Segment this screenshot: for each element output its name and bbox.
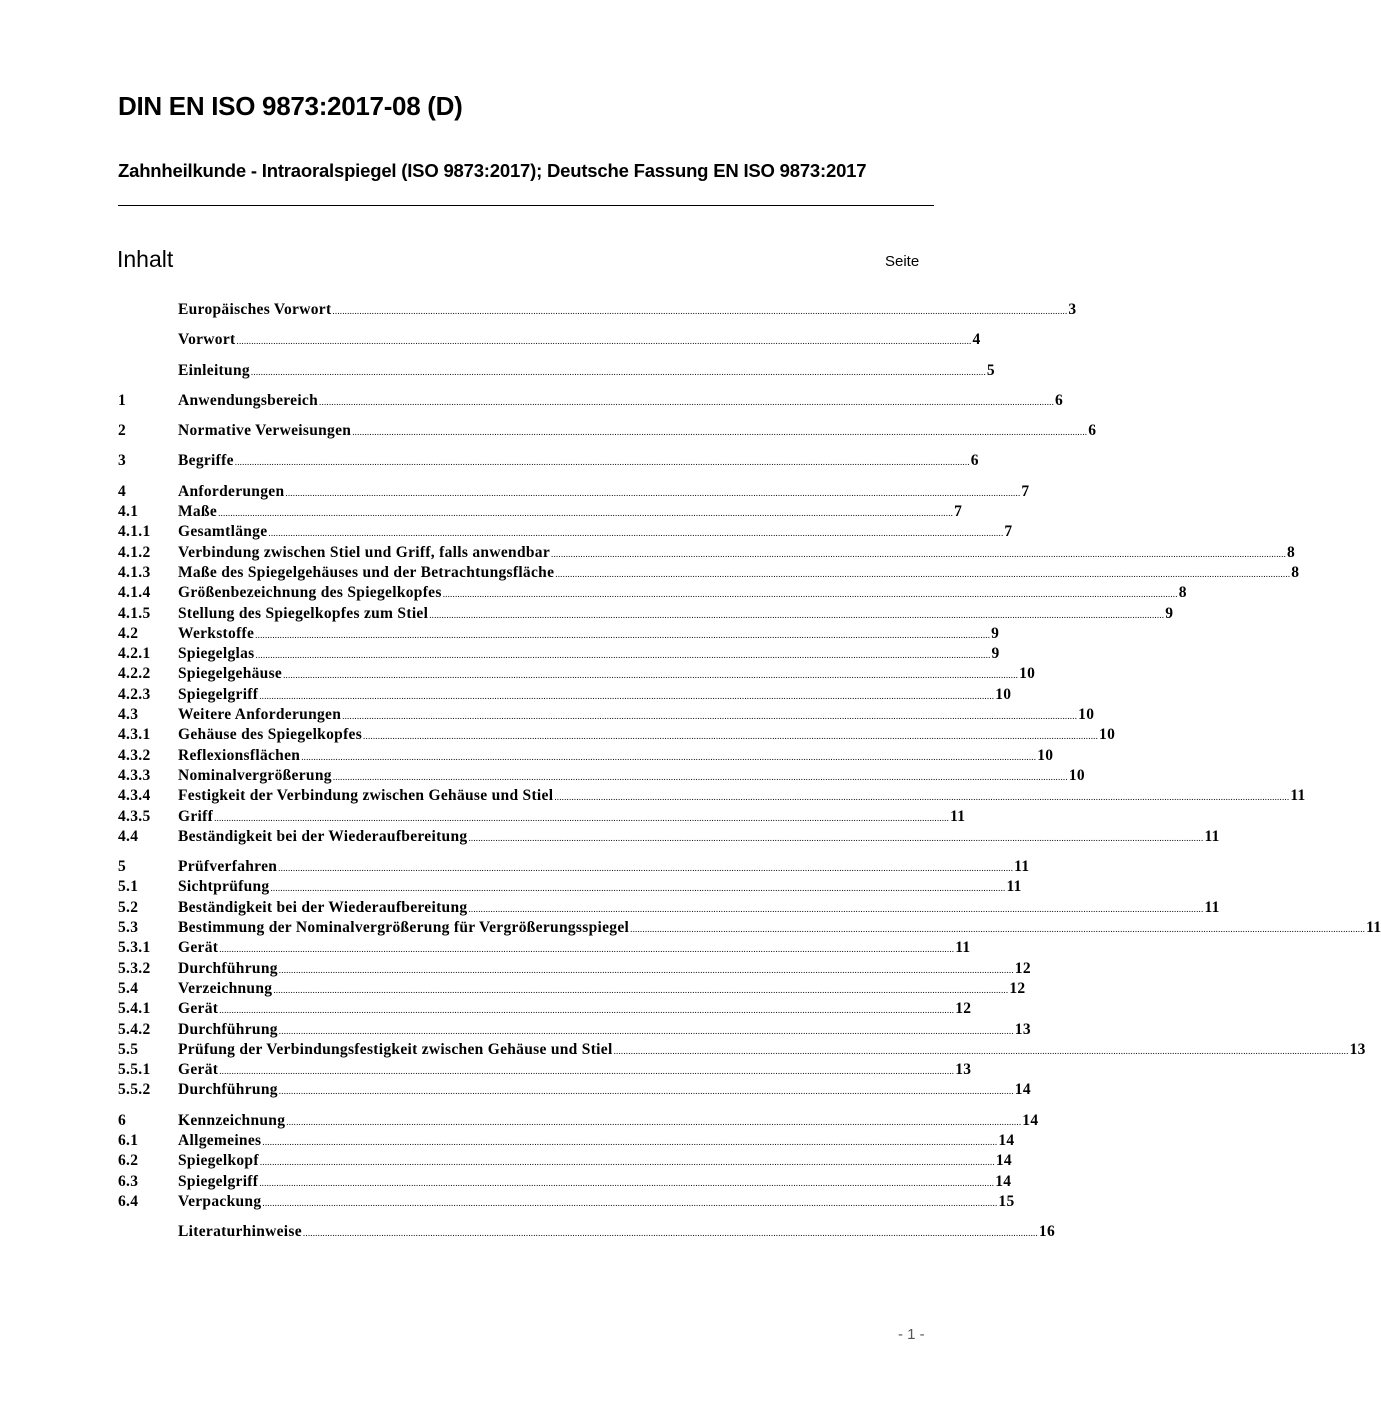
toc-entry[interactable]: [118, 979, 1026, 999]
toc-dot-leader: ............................................................................................................................................................................................................................................................................................................: [319, 396, 1055, 407]
toc-entry-number: 4.1.2: [118, 543, 151, 561]
toc-entry-number: 4.2: [118, 624, 139, 642]
toc-entry-page: 12: [1014, 959, 1031, 977]
toc-entry-page: 6: [1055, 391, 1064, 409]
toc-entry[interactable]: [118, 1020, 1031, 1040]
toc-entry[interactable]: [118, 1222, 1056, 1242]
toc-entry-number: 4.3.2: [118, 746, 151, 764]
toc-dot-leader: ............................................................................................................................................................................................................................................................................................................: [255, 629, 991, 640]
toc-entry-title: Spiegelgriff: [178, 1172, 259, 1190]
toc-entry-title: Durchführung: [178, 959, 278, 977]
toc-entry-page: 11: [955, 939, 971, 957]
toc-entry-page: 10: [1068, 766, 1085, 784]
toc-entry[interactable]: [118, 1040, 1366, 1060]
toc-entry-title: Gerät: [178, 1061, 219, 1079]
toc-entry[interactable]: [118, 482, 1030, 502]
toc-entry-number: 6.4: [118, 1192, 139, 1210]
toc-entry-page: 12: [955, 1000, 972, 1018]
toc-dot-leader: ............................................................................................................................................................................................................................................................................................................: [302, 1228, 1038, 1239]
toc-entry-page: 14: [1014, 1081, 1031, 1099]
toc-entry[interactable]: [118, 918, 1381, 938]
toc-entry-page: 11: [1290, 787, 1306, 805]
toc-entry-number: 1: [118, 391, 127, 409]
toc-entry[interactable]: [118, 807, 966, 827]
toc-dot-leader: ............................................................................................................................................................................................................................................................................................................: [273, 984, 1009, 995]
toc-entry[interactable]: [118, 685, 1012, 705]
document-subtitle: Zahnheilkunde - Intraoralspiegel (ISO 9873:2017); Deutsche Fassung EN ISO 9873:2017: [118, 160, 867, 181]
toc-dot-leader: ............................................................................................................................................................................................................................................................................................................: [301, 751, 1037, 762]
toc-dot-leader: ............................................................................................................................................................................................................................................................................................................: [268, 528, 1004, 539]
toc-entry-title: Reflexionsflächen: [178, 746, 301, 764]
toc-entry-page: 14: [998, 1131, 1015, 1149]
toc-entry-title: Literaturhinweise: [178, 1223, 302, 1241]
toc-entry-number: 2: [118, 422, 127, 440]
toc-entry-page: 7: [954, 503, 963, 521]
toc-dot-leader: ............................................................................................................................................................................................................................................................................................................: [278, 863, 1014, 874]
toc-entry-page: 8: [1178, 584, 1187, 602]
toc-entry-title: Durchführung: [178, 1081, 278, 1099]
toc-entry-page: 9: [991, 645, 1000, 663]
toc-dot-leader: ............................................................................................................................................................................................................................................................................................................: [278, 1086, 1014, 1097]
toc-entry[interactable]: [118, 725, 1116, 745]
toc-dot-leader: ............................................................................................................................................................................................................................................................................................................: [218, 508, 954, 519]
toc-dot-leader: ............................................................................................................................................................................................................................................................................................................: [278, 964, 1014, 975]
toc-dot-leader: ............................................................................................................................................................................................................................................................................................................: [468, 903, 1204, 914]
toc-entry-page: 7: [1004, 523, 1013, 541]
toc-dot-leader: ............................................................................................................................................................................................................................................................................................................: [259, 690, 995, 701]
toc-entry-number: 5.4.1: [118, 1000, 151, 1018]
toc-dot-leader: ............................................................................................................................................................................................................................................................................................................: [286, 1116, 1022, 1127]
toc-entry-page: 16: [1038, 1223, 1056, 1241]
toc-entry-title: Werkstoffe: [178, 624, 255, 642]
toc-dot-leader: ............................................................................................................................................................................................................................................................................................................: [332, 771, 1068, 782]
toc-entry-number: 4.3.5: [118, 807, 151, 825]
toc-entry[interactable]: [118, 1172, 1012, 1192]
toc-entry-title: Allgemeines: [178, 1131, 262, 1149]
toc-entry-title: Einleitung: [178, 361, 250, 379]
toc-entry-number: 4.2.2: [118, 665, 151, 683]
toc-entry-page: 9: [991, 624, 1000, 642]
toc-entry-page: 5: [986, 361, 995, 379]
toc-entry[interactable]: [118, 959, 1031, 979]
toc-entry-page: 11: [1006, 878, 1022, 896]
toc-dot-leader: ............................................................................................................................................................................................................................................................................................................: [214, 812, 950, 823]
toc-dot-leader: ............................................................................................................................................................................................................................................................................................................: [352, 427, 1088, 438]
toc-entry-title: Beständigkeit bei der Wiederaufbereitung: [178, 827, 468, 845]
toc-entry-number: 4.3.3: [118, 766, 151, 784]
toc-entry[interactable]: [118, 1131, 1015, 1151]
toc-entry[interactable]: [118, 1080, 1031, 1100]
document-title: DIN EN ISO 9873:2017-08 (D): [118, 91, 463, 121]
toc-entry-number: 4.2.1: [118, 645, 151, 663]
toc-entry[interactable]: [118, 624, 1000, 644]
toc-dot-leader: ............................................................................................................................................................................................................................................................................................................: [259, 1177, 995, 1188]
toc-entry-title: Stellung des Spiegelkopfes zum Stiel: [178, 604, 429, 622]
toc-entry-page: 15: [998, 1192, 1015, 1210]
title-divider: [118, 205, 934, 206]
toc-entry[interactable]: [118, 644, 1000, 664]
toc-entry-number: 4: [118, 482, 127, 500]
toc-dot-leader: ............................................................................................................................................................................................................................................................................................................: [554, 792, 1290, 803]
toc-entry-number: 5: [118, 858, 127, 876]
toc-entry-number: 5.4.2: [118, 1020, 151, 1038]
toc-entry-title: Durchführung: [178, 1020, 278, 1038]
toc-entry[interactable]: [118, 999, 972, 1019]
toc-entry[interactable]: [118, 421, 1097, 441]
toc-dot-leader: ............................................................................................................................................................................................................................................................................................................: [551, 548, 1287, 559]
toc-entry[interactable]: [118, 938, 971, 958]
toc-entry-number: 6.3: [118, 1172, 139, 1190]
toc-dot-leader: ............................................................................................................................................................................................................................................................................................................: [262, 1136, 998, 1147]
toc-entry-title: Vorwort: [178, 331, 236, 349]
toc-dot-leader: ............................................................................................................................................................................................................................................................................................................: [468, 832, 1204, 843]
toc-entry-title: Bestimmung der Nominalvergrößerung für Vergrößerungsspiegel: [178, 919, 630, 937]
toc-entry[interactable]: [118, 330, 981, 350]
toc-entry-page: 14: [1022, 1111, 1039, 1129]
toc-entry-page: 13: [955, 1061, 972, 1079]
toc-entry-number: 5.5.1: [118, 1061, 151, 1079]
toc-dot-leader: ............................................................................................................................................................................................................................................................................................................: [442, 589, 1178, 600]
toc-entry-page: 10: [1019, 665, 1036, 683]
toc-entry-title: Spiegelgehäuse: [178, 665, 283, 683]
toc-entry-number: 4.4: [118, 827, 139, 845]
toc-entry[interactable]: [118, 877, 1022, 897]
toc-entry-title: Kennzeichnung: [178, 1111, 286, 1129]
toc-dot-leader: ............................................................................................................................................................................................................................................................................................................: [429, 609, 1165, 620]
toc-entry[interactable]: [118, 361, 995, 381]
toc-entry-title: Beständigkeit bei der Wiederaufbereitung: [178, 898, 468, 916]
toc-entry-title: Normative Verweisungen: [178, 422, 352, 440]
toc-entry-title: Gerät: [178, 939, 219, 957]
toc-entry[interactable]: [118, 705, 1095, 725]
toc-entry[interactable]: [118, 451, 979, 471]
toc-entry-title: Anwendungsbereich: [178, 391, 319, 409]
toc-entry-page: 11: [1366, 919, 1381, 937]
toc-entry[interactable]: [118, 857, 1030, 877]
toc-entry-number: 6.1: [118, 1131, 139, 1149]
toc-entry-number: 5.3.2: [118, 959, 151, 977]
toc-dot-leader: ............................................................................................................................................................................................................................................................................................................: [259, 1157, 995, 1168]
toc-heading: Inhalt: [117, 246, 174, 272]
toc-entry[interactable]: [118, 827, 1220, 847]
page-column-label: Seite: [885, 253, 920, 270]
toc-dot-leader: ............................................................................................................................................................................................................................................................................................................: [278, 1025, 1014, 1036]
toc-entry-page: 10: [1099, 726, 1116, 744]
toc-entry[interactable]: [118, 522, 1013, 542]
toc-entry-title: Anforderungen: [178, 482, 285, 500]
toc-dot-leader: ............................................................................................................................................................................................................................................................................................................: [219, 1005, 955, 1016]
toc-entry-page: 13: [1014, 1020, 1031, 1038]
toc-entry-number: 4.1.5: [118, 604, 151, 622]
toc-entry[interactable]: [118, 746, 1054, 766]
toc-dot-leader: ............................................................................................................................................................................................................................................................................................................: [285, 487, 1021, 498]
toc-entry-page: 14: [995, 1172, 1012, 1190]
toc-entry-title: Größenbezeichnung des Spiegelkopfes: [178, 584, 442, 602]
toc-entry-title: Festigkeit der Verbindung zwischen Gehäuse und Stiel: [178, 787, 554, 805]
toc-entry-page: 14: [995, 1152, 1012, 1170]
toc-entry-title: Weitere Anforderungen: [178, 706, 342, 724]
toc-entry-title: Prüfverfahren: [178, 858, 278, 876]
toc-dot-leader: ............................................................................................................................................................................................................................................................................................................: [363, 731, 1099, 742]
toc-entry-number: 5.4: [118, 979, 139, 997]
toc-dot-leader: ............................................................................................................................................................................................................................................................................................................: [236, 336, 972, 347]
toc-entry-page: 13: [1349, 1040, 1366, 1058]
toc-entry-number: 6.2: [118, 1152, 139, 1170]
toc-entry-number: 4.3.4: [118, 787, 151, 805]
toc-entry-page: 6: [1088, 422, 1097, 440]
toc-entry[interactable]: [118, 604, 1174, 624]
toc-dot-leader: ............................................................................................................................................................................................................................................................................................................: [555, 568, 1291, 579]
toc-entry-title: Gerät: [178, 1000, 219, 1018]
toc-entry-title: Begriffe: [178, 452, 234, 470]
toc-dot-leader: ............................................................................................................................................................................................................................................................................................................: [270, 883, 1006, 894]
toc-entry-number: 4.2.3: [118, 685, 151, 703]
toc-entry[interactable]: [118, 583, 1187, 603]
toc-dot-leader: ............................................................................................................................................................................................................................................................................................................: [250, 366, 986, 377]
toc-entry-page: 10: [995, 685, 1012, 703]
toc-entry-page: 10: [1037, 746, 1054, 764]
toc-dot-leader: ............................................................................................................................................................................................................................................................................................................: [219, 1066, 955, 1077]
toc-entry[interactable]: [118, 563, 1300, 583]
toc-entry-title: Gehäuse des Spiegelkopfes: [178, 726, 363, 744]
toc-entry-page: 11: [1204, 827, 1220, 845]
toc-entry-page: 8: [1287, 543, 1296, 561]
toc-entry-page: 6: [970, 452, 979, 470]
toc-entry-number: 5.3: [118, 919, 139, 937]
toc-entry-page: 4: [972, 331, 981, 349]
toc-dot-leader: ............................................................................................................................................................................................................................................................................................................: [219, 944, 955, 955]
toc-entry-number: 3: [118, 452, 127, 470]
toc-entry-page: 9: [1165, 604, 1174, 622]
toc-entry[interactable]: [118, 502, 963, 522]
toc-entry-page: 11: [950, 807, 966, 825]
toc-entry-number: 5.1: [118, 878, 139, 896]
toc-entry-number: 5.2: [118, 898, 139, 916]
toc-entry-number: 4.1: [118, 503, 139, 521]
toc-dot-leader: ............................................................................................................................................................................................................................................................................................................: [234, 457, 970, 468]
toc-entry-number: 4.1.4: [118, 584, 151, 602]
toc-entry-page: 3: [1068, 301, 1077, 318]
toc-entry-title: Spiegelkopf: [178, 1152, 259, 1170]
toc-dot-leader: ............................................................................................................................................................................................................................................................................................................: [332, 306, 1068, 316]
toc-entry-number: 6: [118, 1111, 127, 1129]
toc-entry-number: 5.5.2: [118, 1081, 151, 1099]
toc-dot-leader: ............................................................................................................................................................................................................................................................................................................: [262, 1197, 998, 1208]
page-number: - 1 -: [898, 1326, 925, 1343]
toc-dot-leader: ............................................................................................................................................................................................................................................................................................................: [613, 1045, 1349, 1056]
toc-dot-leader: ............................................................................................................................................................................................................................................................................................................: [630, 924, 1366, 935]
toc-entry-title: Verzeichnung: [178, 979, 273, 997]
toc-entry-title: Sichtprüfung: [178, 878, 270, 896]
toc-entry[interactable]: [118, 664, 1036, 684]
toc-entry-page: 7: [1021, 482, 1030, 500]
toc-entry-title: Maße des Spiegelgehäuses und der Betrachtungsfläche: [178, 563, 555, 581]
toc-entry[interactable]: [118, 786, 1306, 806]
toc-dot-leader: ............................................................................................................................................................................................................................................................................................................: [283, 670, 1019, 681]
toc-entry[interactable]: [118, 898, 1220, 918]
toc-entry-number: 5.3.1: [118, 939, 151, 957]
toc-entry[interactable]: [118, 300, 1077, 320]
toc-entry-number: 4.1.1: [118, 523, 151, 541]
toc-entry-number: 4.3.1: [118, 726, 151, 744]
toc-entry[interactable]: [118, 1151, 1012, 1171]
toc-entry-title: Spiegelgriff: [178, 685, 259, 703]
toc-entry-page: 11: [1014, 858, 1030, 876]
toc-entry-title: Maße: [178, 503, 218, 521]
toc-entry-number: 4.3: [118, 706, 139, 724]
toc-entry-page: 8: [1291, 563, 1300, 581]
toc-entry-page: 12: [1009, 979, 1026, 997]
toc-dot-leader: ............................................................................................................................................................................................................................................................................................................: [255, 650, 991, 661]
toc-entry-title: Nominalvergrößerung: [178, 766, 332, 784]
toc-entry[interactable]: [118, 543, 1296, 563]
toc-entry-title: Prüfung der Verbindungsfestigkeit zwischen Gehäuse und Stiel: [178, 1040, 613, 1058]
toc-entry[interactable]: [118, 391, 1064, 411]
toc-entry[interactable]: [118, 766, 1085, 786]
toc-entry-page: 10: [1078, 706, 1095, 724]
toc-entry-title: Verbindung zwischen Stiel und Griff, falls anwendbar: [178, 543, 551, 561]
toc-entry-title: Europäisches Vorwort: [178, 301, 332, 318]
toc-entry-page: 11: [1204, 898, 1220, 916]
toc-entry-title: Verpackung: [178, 1192, 262, 1210]
toc-entry-title: Griff: [178, 807, 214, 825]
toc-dot-leader: ............................................................................................................................................................................................................................................................................................................: [342, 711, 1078, 722]
toc-entry[interactable]: [118, 1060, 972, 1080]
toc-entry-title: Spiegelglas: [178, 645, 255, 663]
toc-entry[interactable]: [118, 1192, 1015, 1212]
toc-entry[interactable]: [118, 1111, 1039, 1131]
toc-entry-number: 5.5: [118, 1040, 139, 1058]
toc-entry-number: 4.1.3: [118, 563, 151, 581]
toc-entry-title: Gesamtlänge: [178, 523, 268, 541]
table-of-contents: [118, 300, 1381, 1242]
